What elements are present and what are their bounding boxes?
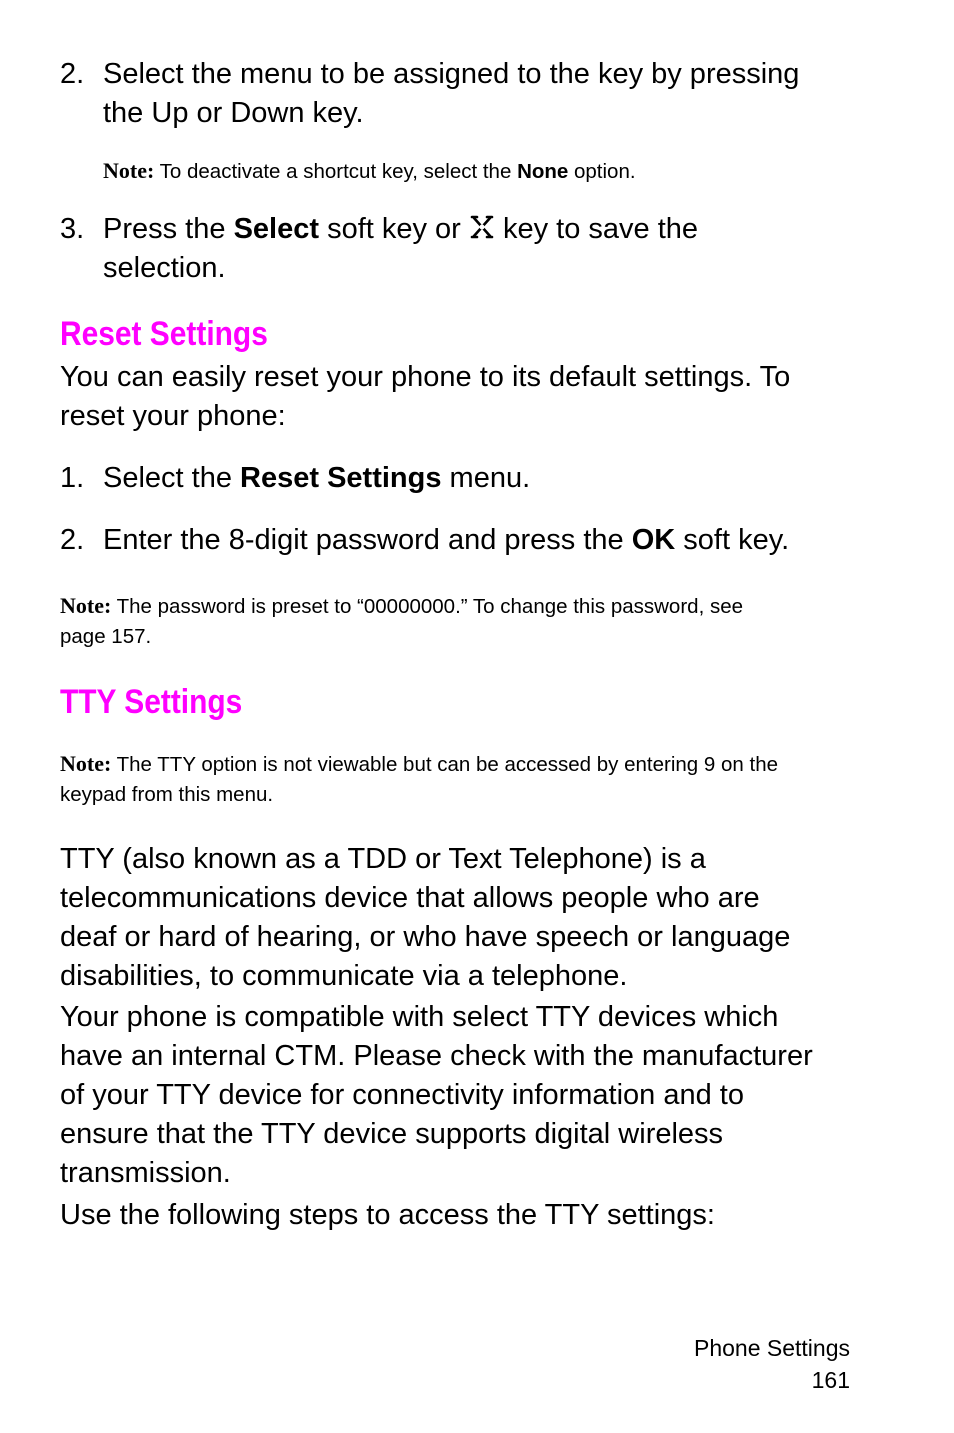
reset-step-2 [60,521,940,561]
step-bold-reset-settings: Reset Settings [240,462,442,494]
footer-section-title: Phone Settings [693,1335,850,1361]
note-text: To deactivate a shortcut key, select the [154,160,518,183]
note-line1 [60,749,940,780]
note-text: The password is preset to “00000000.” To change this password, see [111,595,744,618]
page-footer [500,1332,850,1396]
paragraph-line: deaf or hard of hearing, or who have speech or language [60,921,791,953]
tty-paragraph-1 [60,840,940,996]
reset-step-1 [60,459,920,499]
step-text-line1 [103,210,698,249]
note-line2: keypad from this menu. [60,783,274,806]
paragraph-line: have an internal CTM. Please check with the manufacturer [60,1040,813,1072]
note-text: The TTY option is not viewable but can be accessed by entering 9 on the [111,753,778,776]
reset-intro-line1: You can easily reset your phone to its default settings. To [60,361,791,393]
paragraph-line: telecommunications device that allows people who are [60,882,760,914]
step-text-line2: selection. [103,252,226,284]
step-save [60,210,920,290]
note-shortcut [103,156,903,187]
step-text-line1: Select the menu to be assigned to the key by pressing [103,58,800,90]
step-text-line2: the Up or Down key. [103,97,364,129]
step-bold-ok: OK [631,524,676,556]
note-line2: page 157. [60,625,152,648]
step-number: 2. [60,58,85,90]
step-number: 3. [60,213,85,245]
step-text-post: menu. [441,462,531,494]
tty-paragraph-3: Use the following steps to access the TTY settings: [60,1199,715,1231]
tty-paragraph-2 [60,998,940,1193]
note-line1 [60,591,920,622]
step-bold-select: Select [233,213,320,245]
note-label: Note: [60,751,112,776]
step-number: 1. [60,462,85,494]
reset-intro-line2: reset your phone: [60,400,286,432]
paragraph-line: transmission. [60,1157,231,1189]
step-text [103,521,789,560]
paragraph-line: ensure that the TTY device supports digital wireless [60,1118,724,1150]
step-text-pre: Press the [103,213,234,245]
note-label: Note: [60,593,112,618]
step-text [103,459,530,498]
step-number: 2. [60,524,85,556]
note-tty [60,749,940,810]
ok-key-icon [469,214,495,240]
note-label: Note: [103,158,155,183]
step-text-mid: soft key or [319,213,469,245]
note-text-after: option. [568,160,636,183]
reset-settings-heading: Reset Settings [60,315,268,353]
note-bold-none: None [517,160,569,183]
step-text-post: soft key. [675,524,790,556]
step-select-menu [60,55,920,135]
note-password [60,591,920,652]
paragraph-line: disabilities, to communicate via a telephone. [60,960,628,992]
reset-intro [60,358,920,436]
step-text-pre: Select the [103,462,241,494]
paragraph-line: Your phone is compatible with select TTY devices which [60,1001,779,1033]
step-text-post: key to save the [494,213,699,245]
tty-settings-heading: TTY Settings [60,683,243,721]
paragraph-line: of your TTY device for connectivity information and to [60,1079,744,1111]
page-number: 161 [811,1367,850,1393]
paragraph-line: TTY (also known as a TDD or Text Telephone) is a [60,843,706,875]
step-text-pre: Enter the 8-digit password and press the [103,524,632,556]
